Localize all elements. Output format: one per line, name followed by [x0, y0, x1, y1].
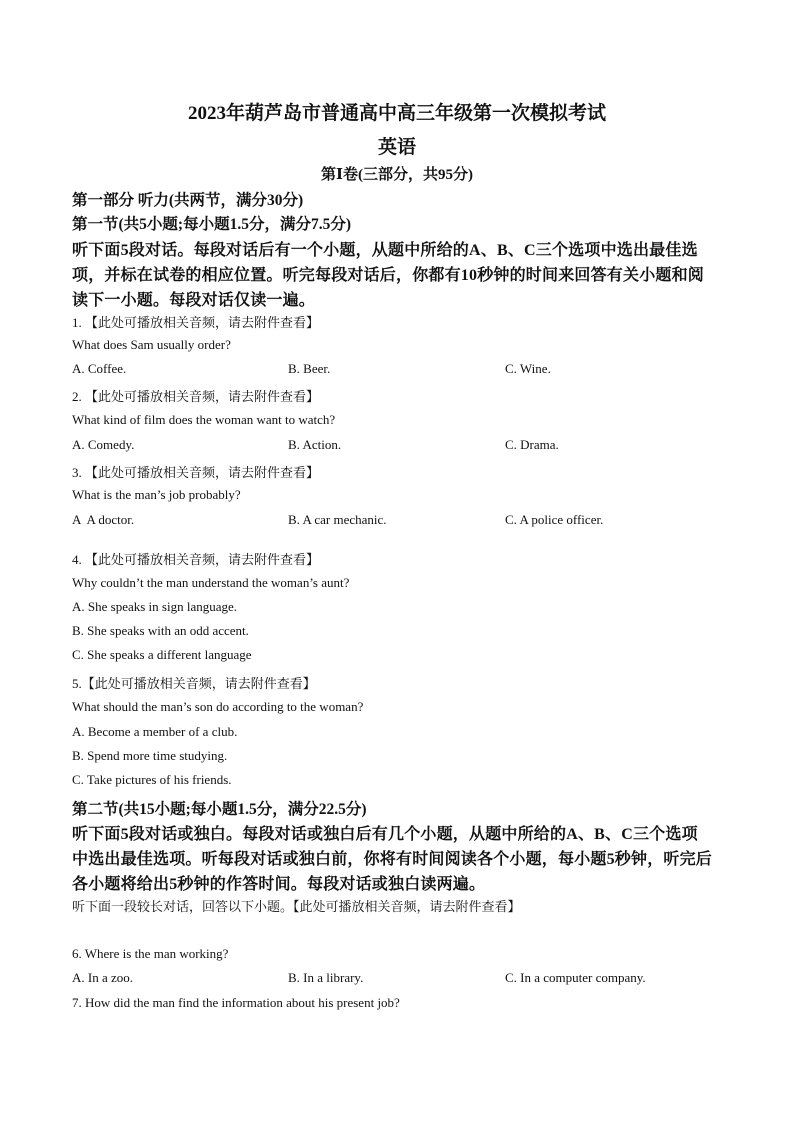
option-a[interactable]: A. Comedy. — [72, 437, 135, 452]
option-b[interactable]: B. Spend more time studying. — [72, 748, 228, 763]
audio-placeholder-3[interactable]: 3. 【此处可播放相关音频，请去附件查看】 — [72, 465, 320, 480]
question-stem-4: Why couldn’t the man understand the woman’s aunt? — [72, 575, 350, 590]
option-b[interactable]: B. Beer. — [288, 361, 331, 376]
exam-title: 2023年葫芦岛市普通高中高三年级第一次模拟考试 — [187, 103, 606, 124]
part1-heading: 第一部分 听力(共两节，满分30分) — [72, 192, 304, 209]
option-a[interactable]: A A doctor. — [72, 512, 135, 527]
section2-heading: 第二节(共15小题;每小题1.5分，满分22.5分) — [72, 801, 367, 818]
option-a[interactable]: A. Coffee. — [72, 361, 127, 376]
question-stem-6: 6. Where is the man working? — [72, 946, 229, 961]
section1-instruction-line: 读下一小题。每段对话仅读一遍。 — [72, 292, 316, 309]
audio-note[interactable]: 听下面一段较长对话，回答以下小题。【此处可播放相关音频，请去附件查看】 — [72, 899, 521, 914]
option-c[interactable]: C. She speaks a different language — [72, 647, 252, 662]
section1-instruction-line: 项，并标在试卷的相应位置。听完每段对话后，你都有10秒钟的时间来回答有关小题和阅 — [72, 267, 705, 284]
option-c[interactable]: C. In a computer company. — [505, 970, 646, 985]
option-b[interactable]: B. In a library. — [288, 970, 364, 985]
option-b[interactable]: B. She speaks with an odd accent. — [72, 623, 249, 638]
subject-title: 英语 — [377, 137, 416, 158]
option-c[interactable]: C. A police officer. — [505, 512, 604, 527]
section2-instruction-line: 中选出最佳选项。听每段对话或独白前，你将有时间阅读各个小题，每小题5秒钟，听完后 — [72, 851, 713, 868]
section2-instruction-line: 各小题将给出5秒钟的作答时间。每段对话或独白读两遍。 — [72, 876, 486, 893]
option-b[interactable]: B. Action. — [288, 437, 342, 452]
question-stem-5: What should the man’s son do according to the woman? — [72, 699, 364, 714]
audio-placeholder-4[interactable]: 4. 【此处可播放相关音频，请去附件查看】 — [72, 552, 320, 567]
question-stem-1: What does Sam usually order? — [72, 337, 231, 352]
option-c[interactable]: C. Wine. — [505, 361, 551, 376]
section1-heading: 第一节(共5小题;每小题1.5分，满分7.5分) — [72, 216, 351, 233]
volume-title: 第Ⅰ卷(三部分，共95分) — [320, 167, 473, 183]
option-a[interactable]: A. Become a member of a club. — [72, 724, 238, 739]
option-b[interactable]: B. A car mechanic. — [288, 512, 387, 527]
option-a[interactable]: A. In a zoo. — [72, 970, 134, 985]
option-c[interactable]: C. Drama. — [505, 437, 559, 452]
audio-placeholder-2[interactable]: 2. 【此处可播放相关音频，请去附件查看】 — [72, 389, 320, 404]
question-stem-3: What is the man’s job probably? — [72, 487, 241, 502]
audio-placeholder-1[interactable]: 1. 【此处可播放相关音频，请去附件查看】 — [72, 315, 320, 330]
audio-placeholder-5[interactable]: 5.【此处可播放相关音频，请去附件查看】 — [72, 676, 316, 691]
section2-instruction-line: 听下面5段对话或独白。每段对话或独白后有几个小题，从题中所给的A、B、C三个选项 — [72, 826, 698, 843]
question-stem-2: What kind of film does the woman want to watch? — [72, 412, 336, 427]
option-a[interactable]: A. She speaks in sign language. — [72, 599, 238, 614]
section1-instruction-line: 听下面5段对话。每段对话后有一个小题，从题中所给的A、B、C三个选项中选出最佳选 — [72, 242, 698, 259]
option-c[interactable]: C. Take pictures of his friends. — [72, 772, 232, 787]
question-stem-7: 7. How did the man find the information about his present job? — [72, 995, 400, 1010]
